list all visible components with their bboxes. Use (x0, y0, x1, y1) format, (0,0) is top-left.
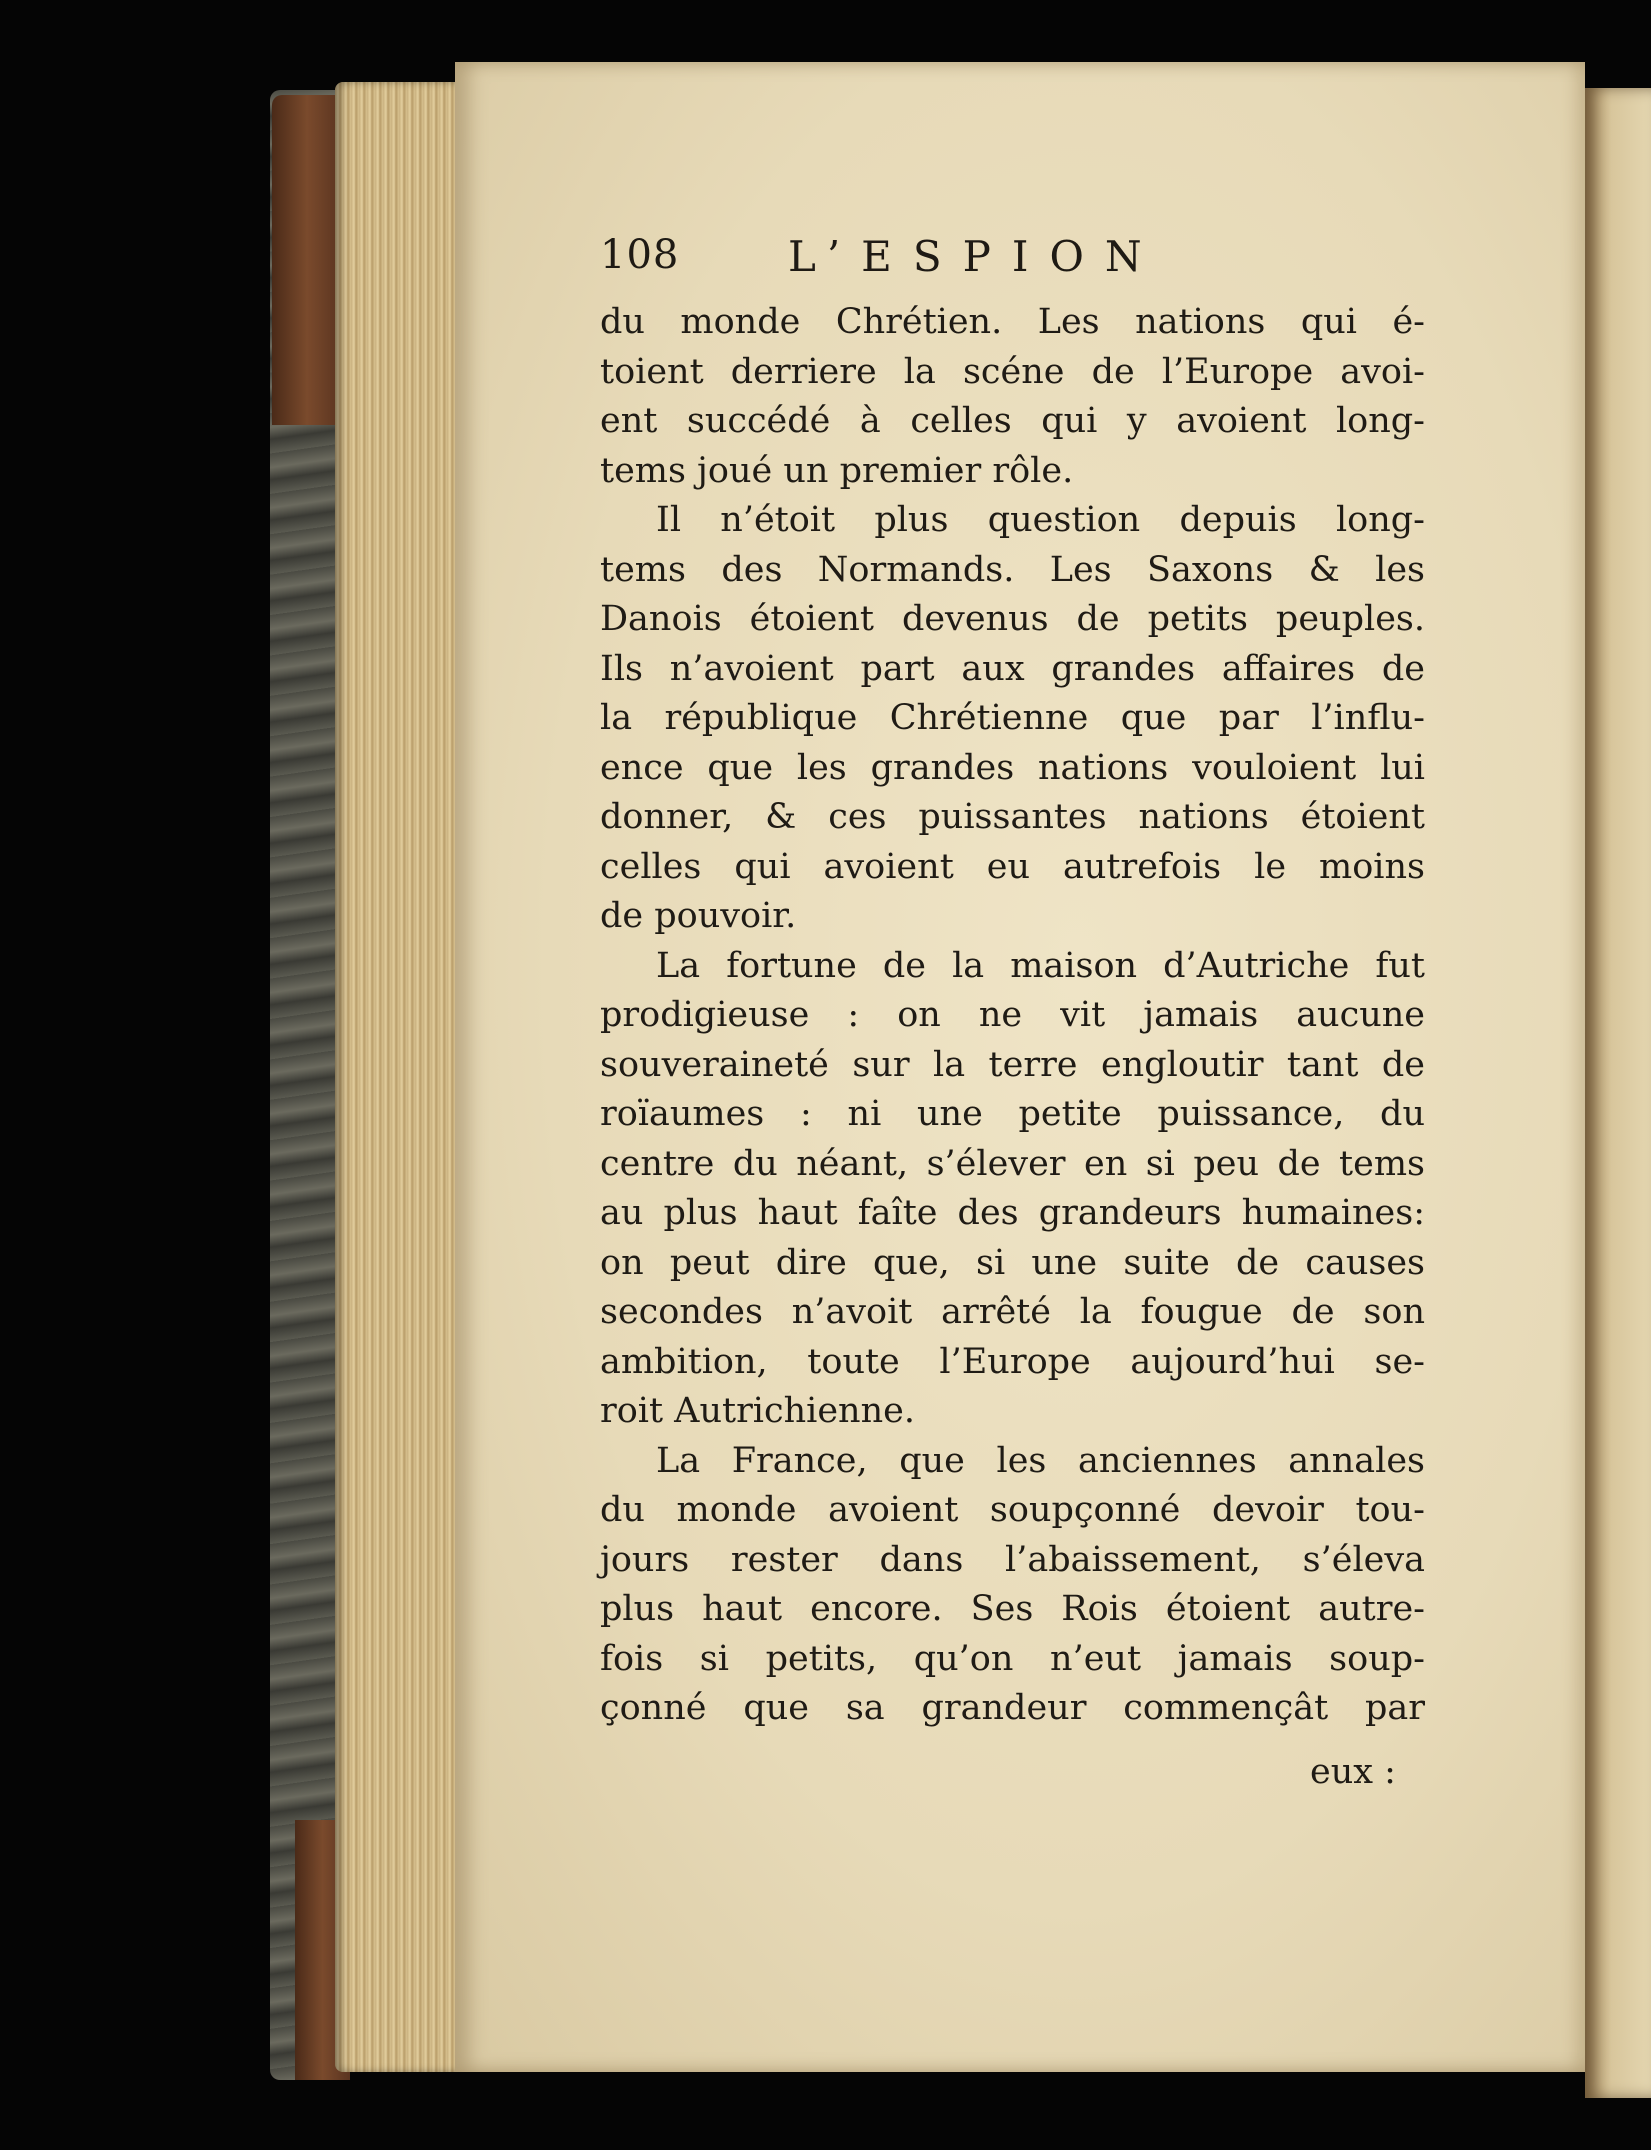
leather-corner-top (272, 95, 342, 425)
text-line: toient derriere la scéne de l’Europe avoi- (600, 351, 1425, 392)
body-text (600, 298, 1425, 1734)
text-line: Danois étoient devenus de petits peuples. (600, 599, 1425, 639)
text-line: fois si petits, qu’on n’eut jamais soup- (600, 1638, 1425, 1679)
text-line: ent succédé à celles qui y avoient long- (600, 401, 1425, 441)
catchword: eux : (1310, 1752, 1396, 1792)
text-line: du monde avoient soupçonné devoir tou- (600, 1490, 1425, 1530)
text-line: donner, & ces puissantes nations étoient (600, 797, 1425, 837)
page-edges (335, 82, 465, 2072)
text-line: La France, que les anciennes annales (656, 1440, 1425, 1481)
text-line: tems joué un premier rôle. (600, 450, 1074, 491)
running-title: L’ESPION (788, 232, 1163, 281)
text-line: celles qui avoient eu autrefois le moins (600, 846, 1425, 887)
text-line: La fortune de la maison d’Autriche fut (656, 945, 1425, 986)
text-line: Il n’étoit plus question depuis long- (656, 500, 1425, 540)
text-line: du monde Chrétien. Les nations qui é- (600, 302, 1425, 342)
text-line: ence que les grandes nations vouloient lui (600, 747, 1425, 788)
text-line: çonné que sa grandeur commençât par (600, 1688, 1425, 1728)
text-line: la république Chrétienne que par l’influ- (600, 698, 1425, 738)
text-line: centre du néant, s’élever en si peu de tems (600, 1143, 1425, 1184)
text-line: roit Autrichienne. (600, 1391, 915, 1431)
text-line: on peut dire que, si une suite de causes (600, 1242, 1425, 1283)
text-line: souveraineté sur la terre engloutir tant de (600, 1044, 1425, 1085)
text-line: jours rester dans l’abaissement, s’éleva (600, 1539, 1425, 1580)
running-head (600, 232, 1240, 292)
page-number: 108 (600, 232, 680, 278)
text-line: au plus haut faîte des grandeurs humaines: (600, 1193, 1425, 1233)
text-line: roïaumes : ni une petite puissance, du (600, 1094, 1425, 1134)
text-line: Ils n’avoient part aux grandes affaires de (600, 648, 1425, 689)
text-line: prodigieuse : on ne vit jamais aucune (600, 995, 1425, 1035)
facing-page-edge (1585, 88, 1651, 2098)
text-line: de pouvoir. (600, 896, 797, 936)
text-line: secondes n’avoit arrêté la fougue de son (600, 1292, 1425, 1332)
text-line: plus haut encore. Ses Rois étoient autre- (600, 1589, 1425, 1629)
text-line: ambition, toute l’Europe aujourd’hui se- (600, 1341, 1425, 1382)
text-line: tems des Normands. Les Saxons & les (600, 549, 1425, 590)
